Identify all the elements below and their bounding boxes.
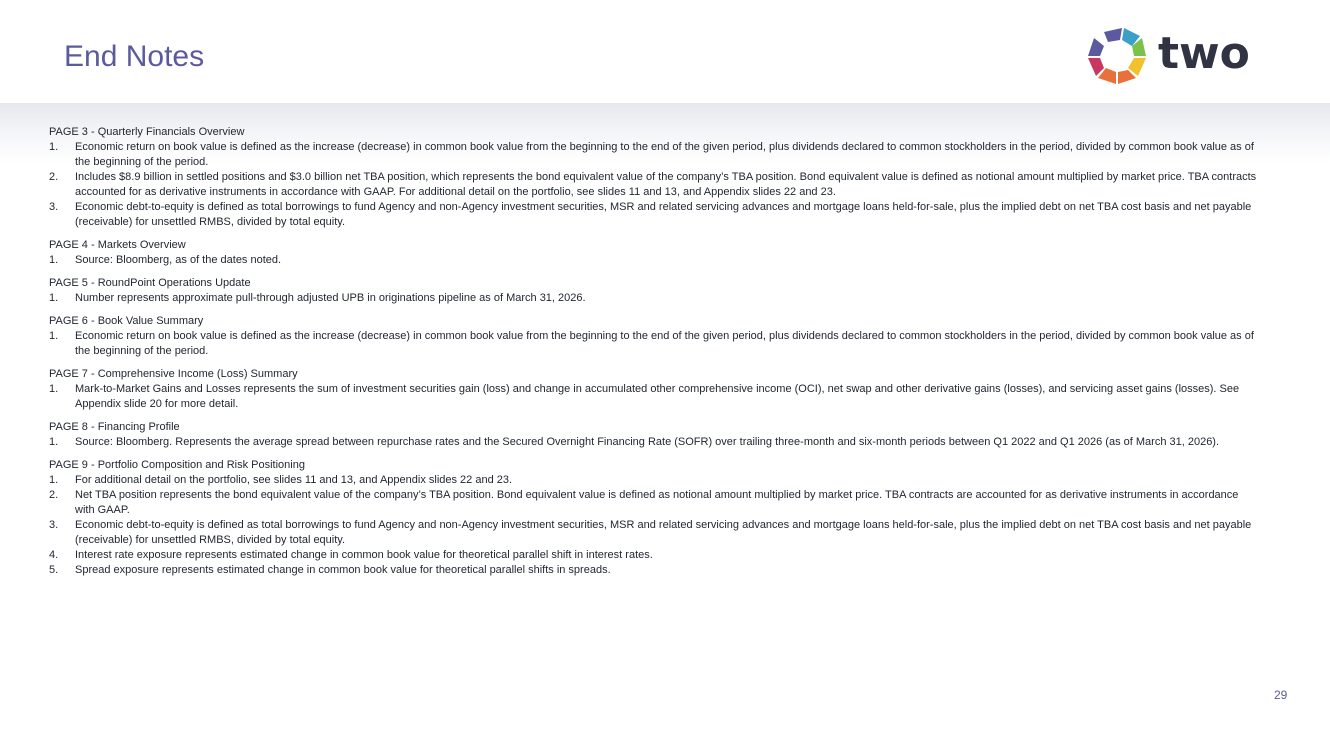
list-item: [49, 291, 1259, 306]
note-number: 1.: [49, 141, 59, 153]
notes-section: [49, 458, 1259, 578]
note-number: 4.: [49, 549, 59, 561]
page-number: 29: [1274, 688, 1288, 702]
note-number: 1.: [49, 383, 59, 395]
notes-section: [49, 314, 1259, 359]
note-text: Economic return on book value is defined as the increase (decrease) in common book value from the beginning to the end of the given period, plus dividends declared to common stockholders in the period, divided by common book value as of the beginning of the period.: [75, 330, 1254, 357]
note-text: Source: Bloomberg, as of the dates noted.: [75, 254, 282, 266]
list-item: [49, 140, 1259, 170]
note-number: 1.: [49, 436, 59, 448]
notes-list: [49, 329, 1259, 359]
note-text: Economic return on book value is defined as the increase (decrease) in common book value from the beginning to the end of the given period, plus dividends declared to common stockholders in the period, divided by common book value as of the beginning of the period.: [75, 141, 1254, 168]
note-text: Source: Bloomberg. Represents the average spread between repurchase rates and the Secured Overnight Financing Rate (SOFR) over trailing three-month and six-month periods between Q1 2022 and Q1 2026 (as of March 31, 2026).: [75, 436, 1220, 448]
note-text: Economic debt-to-equity is defined as total borrowings to fund Agency and non-Agency investment securities, MSR and related servicing advances and mortgage loans held-for-sale, plus the implied debt on net TBA cost basis and net payable (receivable) for unsettled RMBS, divided by total equity.: [75, 201, 1252, 228]
note-number: 2.: [49, 171, 59, 183]
section-title: PAGE 5 - RoundPoint Operations Update: [49, 277, 251, 289]
notes-section: [49, 125, 1259, 230]
section-title: PAGE 3 - Quarterly Financials Overview: [49, 126, 245, 138]
company-logo: [1084, 26, 1264, 88]
list-item: [49, 563, 1259, 578]
notes-list: [49, 435, 1259, 450]
note-number: 1.: [49, 292, 59, 304]
notes-list: [49, 253, 1259, 268]
note-number: 1.: [49, 254, 59, 266]
note-text: For additional detail on the portfolio, see slides 11 and 13, and Appendix slides 22 and 23.: [75, 474, 513, 486]
note-number: 2.: [49, 489, 59, 501]
notes-section: [49, 420, 1259, 450]
list-item: [49, 435, 1259, 450]
section-title: PAGE 7 - Comprehensive Income (Loss) Summary: [49, 368, 298, 380]
notes-list: [49, 382, 1259, 412]
notes-list: [49, 140, 1259, 230]
list-item: [49, 329, 1259, 359]
section-title: PAGE 4 - Markets Overview: [49, 239, 186, 251]
list-item: [49, 253, 1259, 268]
list-item: [49, 382, 1259, 412]
note-number: 3.: [49, 201, 59, 213]
note-text: Net TBA position represents the bond equivalent value of the company’s TBA position. Bond equivalent value is defined as notional amount multiplied by market price. TBA contracts are accounted for as derivative instruments in accordance with GAAP.: [75, 489, 1239, 516]
notes-section: [49, 367, 1259, 412]
note-text: Mark-to-Market Gains and Losses represents the sum of investment securities gain (loss) and change in accumulated other comprehensive income (OCI), net swap and other derivative gains (losses), and servicing asset gains (losses). See Appendix slide 20 for more detail.: [75, 383, 1240, 410]
note-text: Interest rate exposure represents estimated change in common book value for theoretical parallel shift in interest rates.: [75, 549, 653, 561]
list-item: [49, 200, 1259, 230]
note-text: Number represents approximate pull-through adjusted UPB in originations pipeline as of March 31, 2026.: [75, 292, 586, 304]
notes-section: [49, 238, 1259, 268]
end-notes-body: [49, 125, 1259, 586]
note-number: 1.: [49, 330, 59, 342]
notes-list: [49, 291, 1259, 306]
list-item: [49, 170, 1259, 200]
note-text: Includes $8.9 billion in settled positions and $3.0 billion net TBA position, which represents the bond equivalent value of the company’s TBA position. Bond equivalent value is defined as notional amount multiplied by market price. TBA contracts accounted for as derivative instruments in accordance with GAAP. For additional detail on the portfolio, see slides 11 and 13, and Appendix slides 22 and 23.: [75, 171, 1257, 198]
section-title: PAGE 9 - Portfolio Composition and Risk Positioning: [49, 459, 305, 471]
list-item: [49, 548, 1259, 563]
section-title: PAGE 8 - Financing Profile: [49, 421, 180, 433]
logo-mark-icon: [1084, 26, 1150, 88]
logo-wordmark: two: [1158, 28, 1250, 79]
note-text: Economic debt-to-equity is defined as total borrowings to fund Agency and non-Agency investment securities, MSR and related servicing advances and mortgage loans held-for-sale, plus the implied debt on net TBA cost basis and net payable (receivable) for unsettled RMBS, divided by total equity.: [75, 519, 1252, 546]
note-text: Spread exposure represents estimated change in common book value for theoretical parallel shifts in spreads.: [75, 564, 611, 576]
note-number: 3.: [49, 519, 59, 531]
list-item: [49, 488, 1259, 518]
list-item: [49, 473, 1259, 488]
note-number: 5.: [49, 564, 59, 576]
section-title: PAGE 6 - Book Value Summary: [49, 315, 204, 327]
list-item: [49, 518, 1259, 548]
note-number: 1.: [49, 474, 59, 486]
notes-list: [49, 473, 1259, 578]
page-title: End Notes: [64, 40, 205, 73]
notes-section: [49, 276, 1259, 306]
